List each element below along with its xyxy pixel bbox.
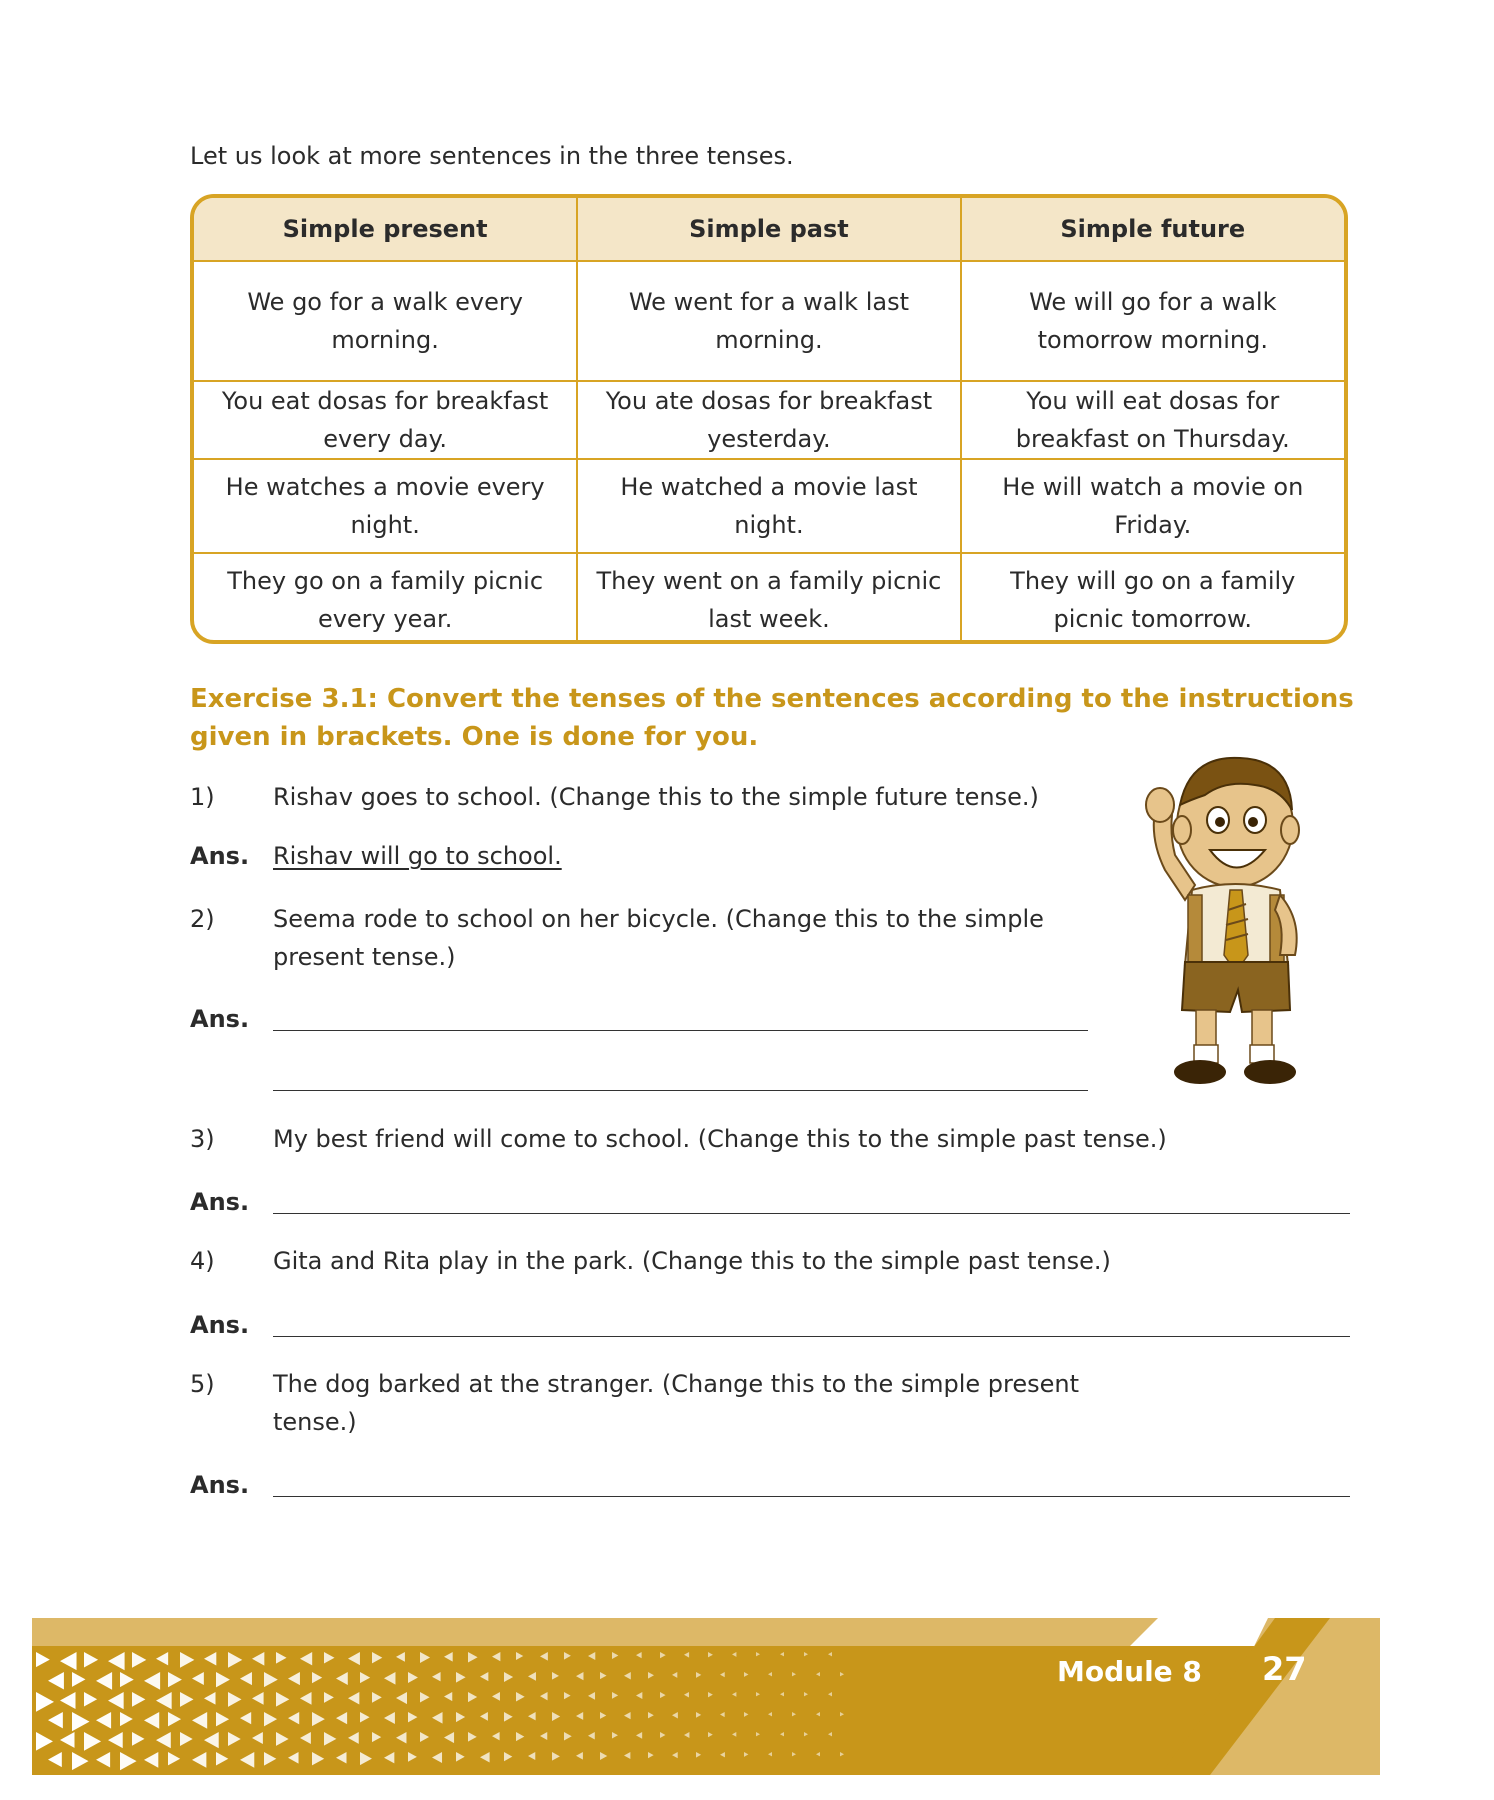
answer-line[interactable]	[273, 1496, 1350, 1497]
table-header-row	[194, 198, 1344, 261]
table-row	[194, 459, 1344, 553]
table-cell: They went on a family picnic last week.	[577, 553, 960, 644]
header-simple-past: Simple past	[577, 198, 960, 261]
table-cell: You will eat dosas for breakfast on Thursday.	[961, 381, 1344, 459]
footer-pattern	[0, 1600, 1494, 1800]
ans-label: Ans.	[190, 1471, 250, 1499]
ans-label: Ans.	[190, 1188, 250, 1216]
header-simple-future: Simple future	[961, 198, 1344, 261]
question-text: The dog barked at the stranger. (Change this to the simple present	[273, 1370, 1080, 1398]
table-cell: They go on a family picnic every year.	[194, 553, 577, 644]
question-3	[190, 1120, 1340, 1160]
question-text: Rishav goes to school. (Change this to the simple future tense.)	[273, 783, 1039, 811]
sample-answer: Rishav will go to school.	[273, 842, 562, 870]
table-cell: He will watch a movie on Friday.	[961, 459, 1344, 553]
exercise-heading: Exercise 3.1: Convert the tenses of the sentences according to the instructions given in brackets. One is done for you.	[190, 684, 1354, 752]
question-number: 5)	[190, 1370, 215, 1398]
ans-label: Ans.	[190, 1005, 250, 1033]
header-simple-present: Simple present	[194, 198, 577, 261]
ans-label: Ans.	[190, 842, 250, 870]
question-5	[190, 1365, 1340, 1445]
question-2	[190, 900, 1090, 980]
table-row	[194, 553, 1344, 644]
module-label: Module 8	[1057, 1655, 1202, 1688]
question-text-cont: tense.)	[273, 1408, 357, 1436]
question-text-cont: present tense.)	[273, 943, 456, 971]
question-text: Gita and Rita play in the park. (Change this to the simple past tense.)	[273, 1247, 1111, 1275]
question-1	[190, 778, 1090, 818]
answer-line[interactable]	[273, 1090, 1088, 1091]
question-number: 1)	[190, 783, 215, 811]
table-cell: He watches a movie every night.	[194, 459, 577, 553]
ans-label: Ans.	[190, 1311, 250, 1339]
table-cell: You eat dosas for breakfast every day.	[194, 381, 577, 459]
question-4	[190, 1242, 1340, 1282]
intro-text: Let us look at more sentences in the three tenses.	[190, 142, 794, 170]
table-cell: They will go on a family picnic tomorrow.	[961, 553, 1344, 644]
table-cell: We go for a walk every morning.	[194, 261, 577, 381]
table-cell: We will go for a walk tomorrow morning.	[961, 261, 1344, 381]
question-number: 4)	[190, 1247, 215, 1275]
page-number: 27	[1262, 1650, 1307, 1688]
table-row	[194, 381, 1344, 459]
question-number: 2)	[190, 905, 215, 933]
answer-line[interactable]	[273, 1213, 1350, 1214]
question-text: My best friend will come to school. (Change this to the simple past tense.)	[273, 1125, 1167, 1153]
table-cell: He watched a movie last night.	[577, 459, 960, 553]
schoolboy-illustration	[1130, 750, 1310, 1100]
answer-line[interactable]	[273, 1336, 1350, 1337]
tense-table	[190, 194, 1348, 644]
answer-line[interactable]	[273, 1030, 1088, 1031]
table-row	[194, 261, 1344, 381]
table-cell: You ate dosas for breakfast yesterday.	[577, 381, 960, 459]
footer-band	[0, 1600, 1494, 1800]
table-cell: We went for a walk last morning.	[577, 261, 960, 381]
question-text: Seema rode to school on her bicycle. (Change this to the simple	[273, 905, 1044, 933]
question-number: 3)	[190, 1125, 215, 1153]
